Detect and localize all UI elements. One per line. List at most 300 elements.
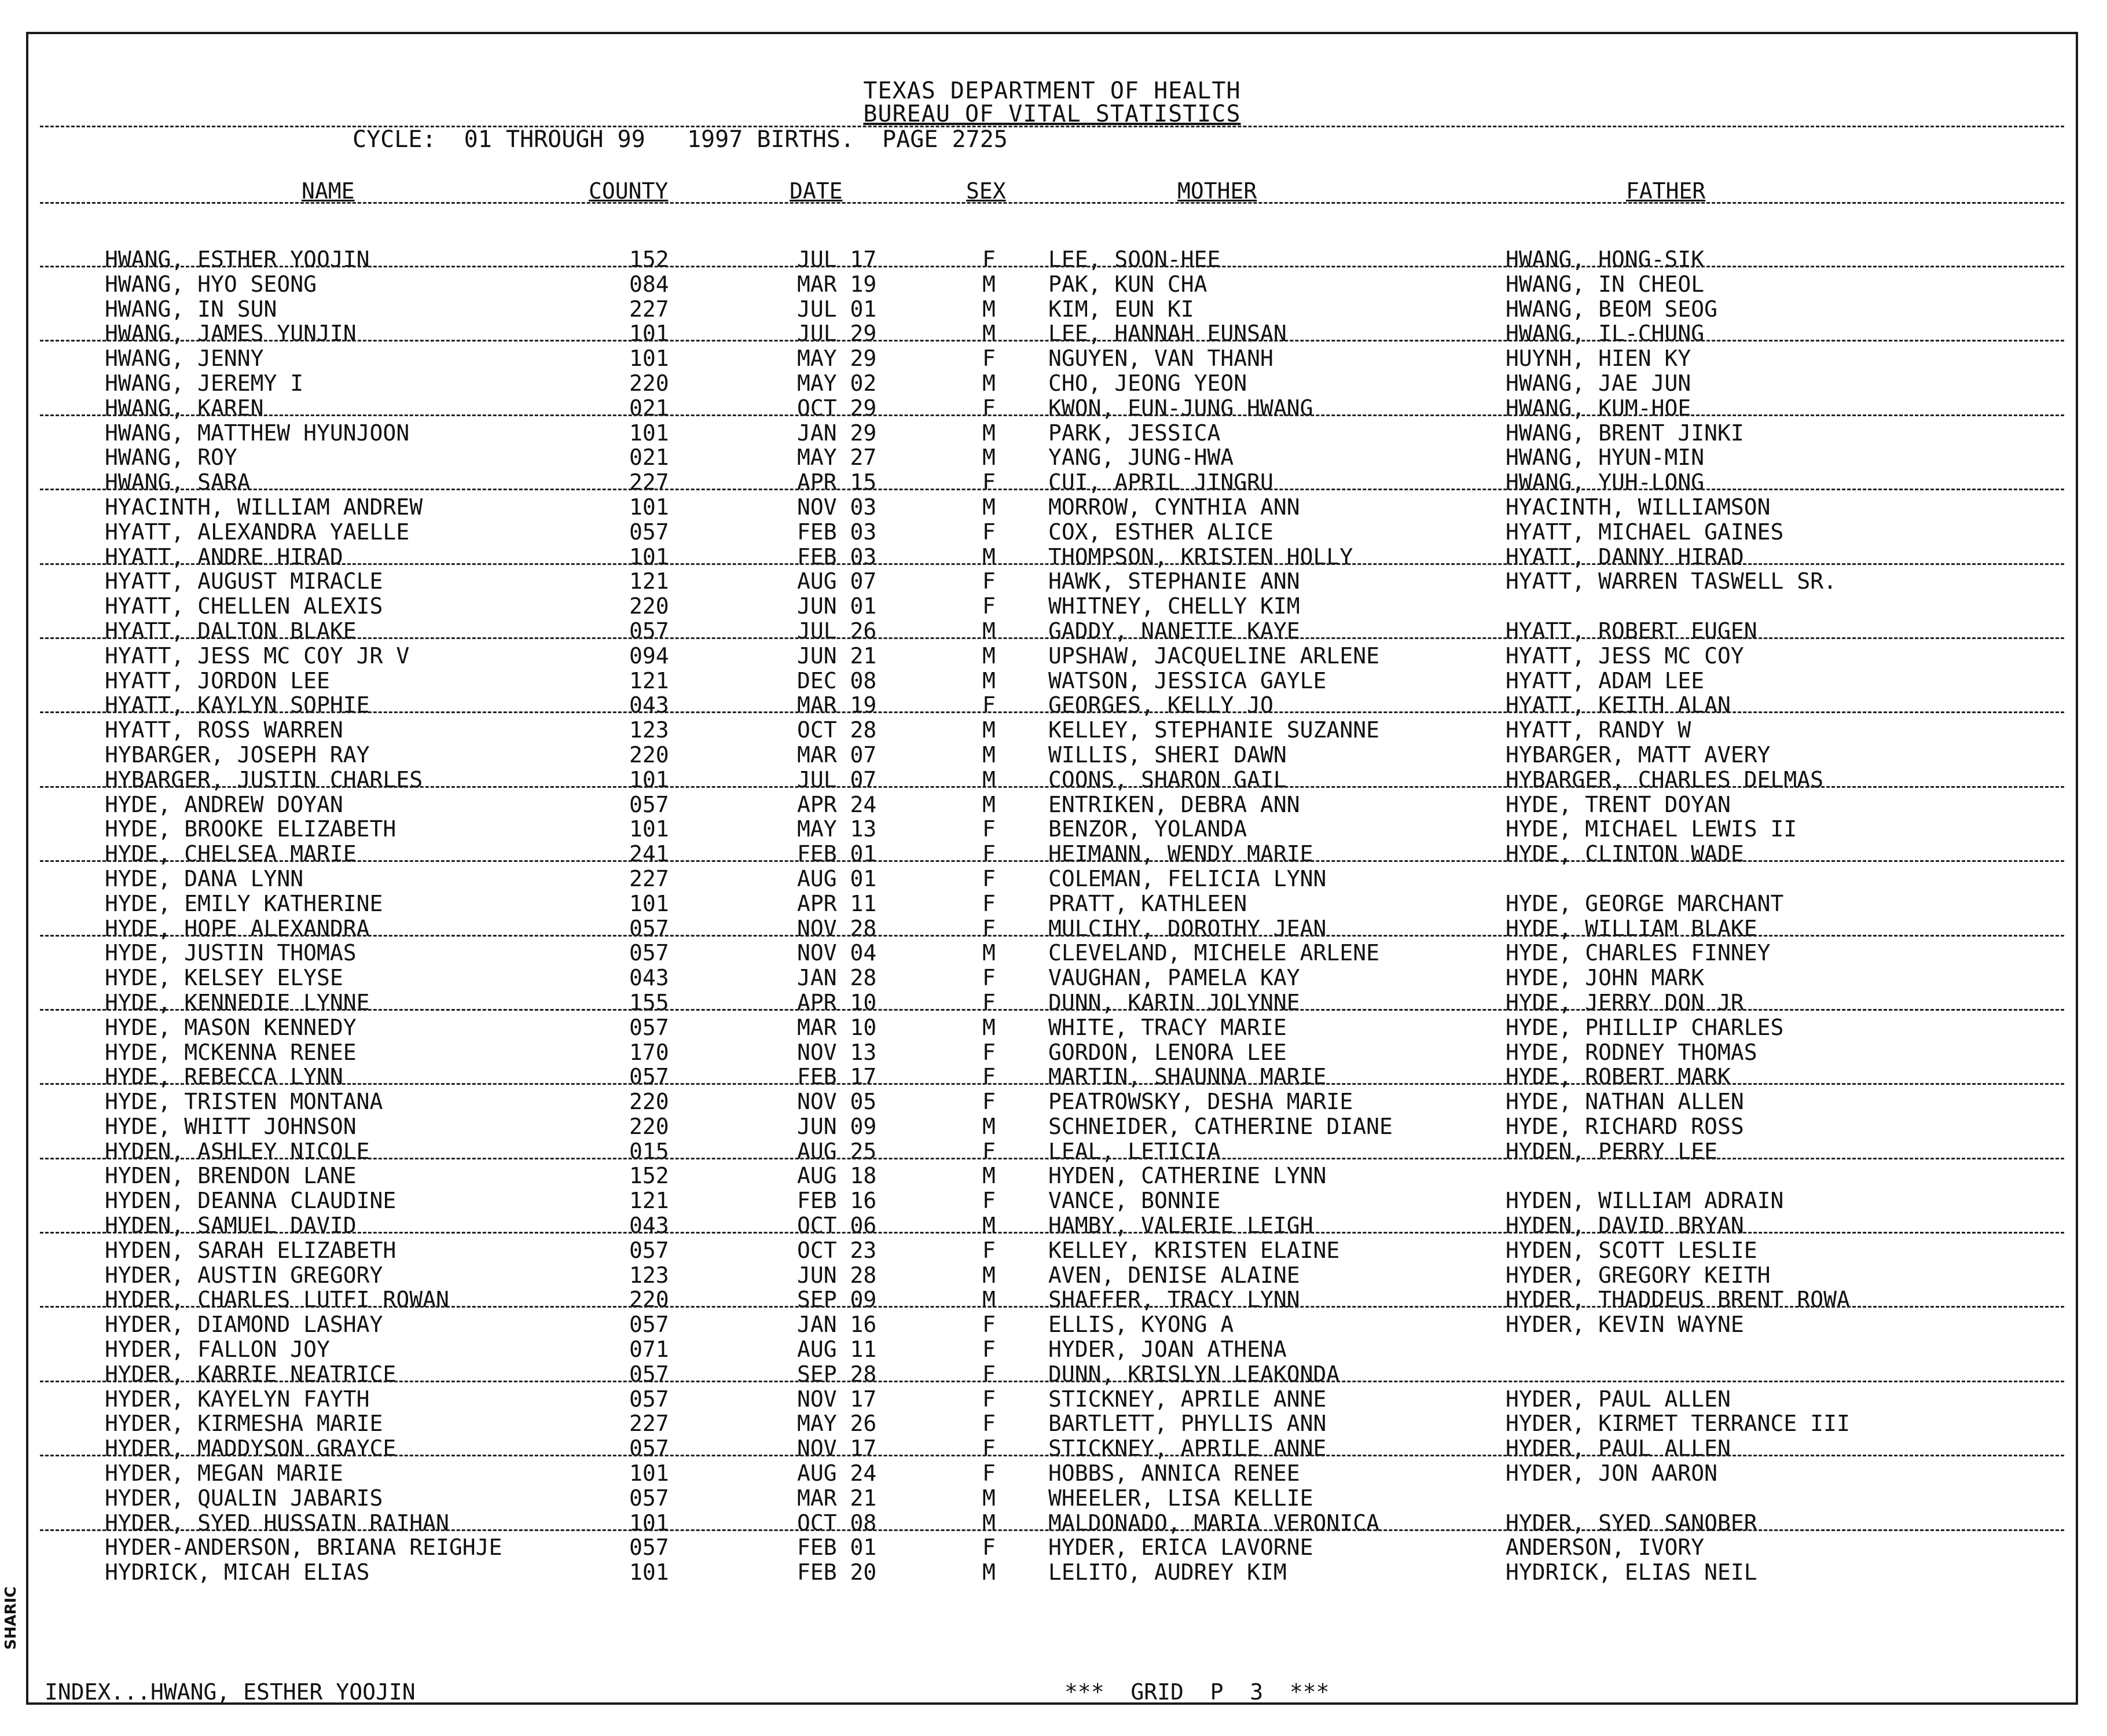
cell-sex: M bbox=[982, 1262, 996, 1288]
cell-mother: HAMBY, VALERIE LEIGH bbox=[1048, 1213, 1313, 1239]
cell-county: 227 bbox=[629, 296, 669, 322]
table-row bbox=[28, 1313, 2076, 1338]
table-row bbox=[28, 248, 2076, 273]
cell-mother: DUNN, KRISLYN LEAKONDA bbox=[1048, 1361, 1340, 1387]
cell-father: HYATT, RANDY W bbox=[1506, 717, 1691, 743]
cell-name: HYDE, EMILY KATHERINE bbox=[105, 890, 383, 916]
table-row bbox=[28, 1239, 2076, 1264]
cell-date: FEB 20 bbox=[797, 1559, 877, 1585]
cell-date: NOV 17 bbox=[797, 1386, 877, 1412]
cell-date: JAN 29 bbox=[797, 420, 877, 446]
cell-father: HYDE, RICHARD ROSS bbox=[1506, 1113, 1744, 1139]
cell-name: HYATT, ANDRE HIRAD bbox=[105, 544, 343, 570]
header-divider bbox=[40, 126, 2064, 127]
table-row bbox=[28, 1487, 2076, 1512]
cell-name: HYDER, KAYELYN FAYTH bbox=[105, 1386, 370, 1412]
cell-sex: F bbox=[982, 1089, 996, 1115]
cell-mother: GADDY, NANETTE KAYE bbox=[1048, 618, 1300, 644]
cell-sex: M bbox=[982, 791, 996, 817]
cell-father: HYDE, MICHAEL LEWIS II bbox=[1506, 816, 1797, 842]
table-row bbox=[28, 620, 2076, 645]
cell-date: JUN 01 bbox=[797, 593, 877, 619]
cell-county: 101 bbox=[629, 1510, 669, 1536]
cell-mother: COLEMAN, FELICIA LYNN bbox=[1048, 865, 1327, 891]
cell-mother: SCHNEIDER, CATHERINE DIANE bbox=[1048, 1113, 1393, 1139]
cell-county: 101 bbox=[629, 766, 669, 792]
records-list bbox=[28, 248, 2076, 1586]
table-row bbox=[28, 1140, 2076, 1165]
cell-sex: M bbox=[982, 494, 996, 520]
table-row bbox=[28, 1066, 2076, 1091]
cycle-line: CYCLE: 01 THROUGH 99 1997 BIRTHS. PAGE 2725 bbox=[353, 126, 1008, 153]
cell-date: JUL 01 bbox=[797, 296, 877, 322]
cell-mother: LELITO, AUDREY KIM bbox=[1048, 1559, 1287, 1585]
cell-father: HWANG, YUH-LONG bbox=[1506, 469, 1705, 496]
cell-sex: F bbox=[982, 1460, 996, 1487]
cell-name: HYATT, AUGUST MIRACLE bbox=[105, 568, 383, 594]
cell-name: HYDER, KARRIE NEATRICE bbox=[105, 1361, 397, 1387]
cell-father: HYDE, JOHN MARK bbox=[1506, 965, 1705, 991]
cell-mother: WHITNEY, CHELLY KIM bbox=[1048, 593, 1300, 619]
cell-mother: HYDER, ERICA LAVORNE bbox=[1048, 1535, 1313, 1561]
column-header-divider bbox=[40, 202, 2064, 204]
cell-date: NOV 17 bbox=[797, 1436, 877, 1462]
cell-name: HYDE, WHITT JOHNSON bbox=[105, 1113, 357, 1139]
cell-county: 101 bbox=[629, 1559, 669, 1585]
table-row bbox=[28, 546, 2076, 571]
cell-sex: F bbox=[982, 1386, 996, 1412]
cell-mother: AVEN, DENISE ALAINE bbox=[1048, 1262, 1300, 1288]
cell-mother: ENTRIKEN, DEBRA ANN bbox=[1048, 791, 1300, 817]
table-row bbox=[28, 744, 2076, 769]
column-header-father: FATHER bbox=[1626, 178, 1706, 204]
cell-mother: COX, ESTHER ALICE bbox=[1048, 519, 1273, 545]
cell-date: APR 24 bbox=[797, 791, 877, 817]
cell-father: HYDER, PAUL ALLEN bbox=[1506, 1436, 1731, 1462]
cell-county: 220 bbox=[629, 1287, 669, 1313]
cell-mother: GORDON, LENORA LEE bbox=[1048, 1039, 1287, 1065]
cell-mother: WHITE, TRACY MARIE bbox=[1048, 1014, 1287, 1040]
cell-sex: F bbox=[982, 469, 996, 496]
cell-date: JUL 17 bbox=[797, 247, 877, 272]
cell-date: MAY 02 bbox=[797, 370, 877, 396]
cell-sex: F bbox=[982, 965, 996, 991]
cell-county: 121 bbox=[629, 1188, 669, 1214]
cell-mother: MALDONADO, MARIA VERONICA bbox=[1048, 1510, 1379, 1536]
cell-mother: ELLIS, KYONG A bbox=[1048, 1312, 1234, 1338]
cell-date: MAR 10 bbox=[797, 1014, 877, 1040]
cell-father: HYDER, GREGORY KEITH bbox=[1506, 1262, 1771, 1288]
cell-name: HYDER, MEGAN MARIE bbox=[105, 1460, 343, 1487]
cell-name: HYDER, AUSTIN GREGORY bbox=[105, 1262, 383, 1288]
cell-sex: M bbox=[982, 1559, 996, 1585]
cell-sex: F bbox=[982, 865, 996, 891]
cell-date: JUL 07 bbox=[797, 766, 877, 792]
cell-mother: BARTLETT, PHYLLIS ANN bbox=[1048, 1411, 1327, 1437]
cell-county: 123 bbox=[629, 717, 669, 743]
cell-sex: M bbox=[982, 544, 996, 570]
cell-county: 227 bbox=[629, 469, 669, 496]
cell-mother: STICKNEY, APRILE ANNE bbox=[1048, 1386, 1327, 1412]
table-row bbox=[28, 667, 2076, 695]
cell-date: NOV 13 bbox=[797, 1039, 877, 1065]
cell-mother: PARK, JESSICA bbox=[1048, 420, 1221, 446]
cell-name: HWANG, JAMES YUNJIN bbox=[105, 321, 357, 347]
cell-mother: WATSON, JESSICA GAYLE bbox=[1048, 667, 1327, 693]
cell-date: MAY 13 bbox=[797, 816, 877, 842]
cell-date: AUG 07 bbox=[797, 568, 877, 594]
cell-sex: F bbox=[982, 841, 996, 867]
cell-father: HYDE, JERRY DON JR bbox=[1506, 989, 1744, 1015]
cell-father: HYDE, GEORGE MARCHANT bbox=[1506, 890, 1784, 916]
cell-sex: M bbox=[982, 667, 996, 693]
cell-father: HYATT, WARREN TASWELL SR. bbox=[1506, 568, 1837, 594]
cell-father: HUYNH, HIEN KY bbox=[1506, 346, 1691, 372]
cell-county: 152 bbox=[629, 247, 669, 272]
cell-date: FEB 01 bbox=[797, 841, 877, 867]
cell-county: 101 bbox=[629, 1460, 669, 1487]
cell-sex: F bbox=[982, 816, 996, 842]
cell-sex: F bbox=[982, 1361, 996, 1387]
table-row bbox=[28, 791, 2076, 819]
cell-date: OCT 06 bbox=[797, 1213, 877, 1239]
column-header-sex: SEX bbox=[966, 178, 1006, 204]
cell-name: HYDEN, ASHLEY NICOLE bbox=[105, 1138, 370, 1164]
cell-father: HWANG, BEOM SEOG bbox=[1506, 296, 1718, 322]
cell-county: 101 bbox=[629, 420, 669, 446]
cell-father: HYATT, DANNY HIRAD bbox=[1506, 544, 1744, 570]
cell-father: HYDEN, SCOTT LESLIE bbox=[1506, 1237, 1757, 1263]
cell-mother: HYDEN, CATHERINE LYNN bbox=[1048, 1163, 1327, 1189]
cell-date: OCT 08 bbox=[797, 1510, 877, 1536]
cell-mother: LEAL, LETICIA bbox=[1048, 1138, 1221, 1164]
table-row bbox=[28, 595, 2076, 620]
cell-name: HYATT, CHELLEN ALEXIS bbox=[105, 593, 383, 619]
cell-sex: M bbox=[982, 742, 996, 768]
cell-sex: M bbox=[982, 370, 996, 396]
table-row bbox=[28, 967, 2076, 992]
table-row bbox=[28, 1412, 2076, 1437]
cell-mother: MULCIHY, DOROTHY JEAN bbox=[1048, 915, 1327, 941]
table-row bbox=[28, 496, 2076, 521]
cell-county: 043 bbox=[629, 692, 669, 718]
cell-county: 220 bbox=[629, 1089, 669, 1115]
index-footer: INDEX...HWANG, ESTHER YOOJIN bbox=[45, 1679, 416, 1705]
cell-date: OCT 23 bbox=[797, 1237, 877, 1263]
cell-name: HYDE, TRISTEN MONTANA bbox=[105, 1089, 383, 1115]
cell-mother: KELLEY, KRISTEN ELAINE bbox=[1048, 1237, 1340, 1263]
cell-sex: F bbox=[982, 568, 996, 594]
cell-date: NOV 04 bbox=[797, 940, 877, 966]
table-row bbox=[28, 890, 2076, 917]
column-header-county: COUNTY bbox=[589, 178, 669, 204]
cell-sex: F bbox=[982, 1188, 996, 1214]
cell-name: HYDEN, BRENDON LANE bbox=[105, 1163, 357, 1189]
cell-mother: CHO, JEONG YEON bbox=[1048, 370, 1247, 396]
cell-sex: F bbox=[982, 346, 996, 372]
cell-father: HWANG, IN CHEOL bbox=[1506, 271, 1705, 297]
cell-date: JUN 21 bbox=[797, 643, 877, 669]
cell-name: HYDER, QUALIN JABARIS bbox=[105, 1485, 383, 1511]
cell-county: 101 bbox=[629, 816, 669, 842]
cell-date: FEB 17 bbox=[797, 1064, 877, 1090]
cell-county: 015 bbox=[629, 1138, 669, 1164]
cell-name: HWANG, KAREN bbox=[105, 395, 264, 421]
cell-date: MAY 26 bbox=[797, 1411, 877, 1437]
table-row bbox=[28, 766, 2076, 794]
cell-father: HYDER, KIRMET TERRANCE III bbox=[1506, 1411, 1850, 1437]
cell-date: NOV 03 bbox=[797, 494, 877, 520]
cell-name: HYATT, KAYLYN SOPHIE bbox=[105, 692, 370, 718]
cell-father: HYDRICK, ELIAS NEIL bbox=[1506, 1559, 1757, 1585]
cell-mother: HEIMANN, WENDY MARIE bbox=[1048, 841, 1313, 867]
table-row bbox=[28, 1512, 2076, 1537]
cell-sex: F bbox=[982, 1138, 996, 1164]
cell-sex: F bbox=[982, 1535, 996, 1561]
cell-mother: YANG, JUNG-HWA bbox=[1048, 445, 1234, 471]
table-row bbox=[28, 645, 2076, 670]
table-row bbox=[28, 1016, 2076, 1041]
cell-sex: M bbox=[982, 717, 996, 743]
table-row bbox=[28, 298, 2076, 323]
cell-sex: M bbox=[982, 1287, 996, 1313]
table-row bbox=[28, 1115, 2076, 1140]
cell-father: ANDERSON, IVORY bbox=[1506, 1535, 1705, 1561]
cell-county: 101 bbox=[629, 346, 669, 372]
cell-mother: STICKNEY, APRILE ANNE bbox=[1048, 1436, 1327, 1462]
cell-name: HYATT, ALEXANDRA YAELLE bbox=[105, 519, 410, 545]
cell-date: MAR 07 bbox=[797, 742, 877, 768]
cell-father: HYDE, WILLIAM BLAKE bbox=[1506, 915, 1757, 941]
cell-county: 057 bbox=[629, 1237, 669, 1263]
cell-county: 220 bbox=[629, 370, 669, 396]
table-row bbox=[28, 1462, 2076, 1487]
cell-name: HYDER-ANDERSON, BRIANA REIGHJE bbox=[105, 1535, 502, 1561]
cell-father: HYDE, PHILLIP CHARLES bbox=[1506, 1014, 1784, 1040]
department-title: TEXAS DEPARTMENT OF HEALTH bbox=[863, 78, 1241, 104]
cell-county: 057 bbox=[629, 1312, 669, 1338]
cell-sex: F bbox=[982, 519, 996, 545]
cell-mother: KELLEY, STEPHANIE SUZANNE bbox=[1048, 717, 1379, 743]
table-row bbox=[28, 1041, 2076, 1066]
cell-name: HWANG, HYO SEONG bbox=[105, 271, 317, 297]
cell-sex: F bbox=[982, 692, 996, 718]
table-row bbox=[28, 1190, 2076, 1214]
cell-sex: F bbox=[982, 890, 996, 916]
grid-footer: *** GRID P 3 *** bbox=[1064, 1679, 1330, 1705]
table-row bbox=[28, 1561, 2076, 1586]
cell-date: APR 15 bbox=[797, 469, 877, 496]
cell-date: JAN 16 bbox=[797, 1312, 877, 1338]
cell-father: HYATT, ROBERT EUGEN bbox=[1506, 618, 1757, 644]
cell-mother: LEE, SOON-HEE bbox=[1048, 247, 1221, 272]
cell-sex: F bbox=[982, 395, 996, 421]
cell-sex: M bbox=[982, 296, 996, 322]
cell-father: HWANG, HYUN-MIN bbox=[1506, 445, 1705, 471]
cell-name: HYDER, DIAMOND LASHAY bbox=[105, 1312, 383, 1338]
cell-sex: M bbox=[982, 321, 996, 347]
cell-sex: M bbox=[982, 940, 996, 966]
cell-date: FEB 03 bbox=[797, 519, 877, 545]
cell-name: HYATT, DALTON BLAKE bbox=[105, 618, 357, 644]
cell-father: HYDEN, DAVID BRYAN bbox=[1506, 1213, 1744, 1239]
bureau-subtitle: BUREAU OF VITAL STATISTICS bbox=[863, 101, 1241, 127]
cell-county: 057 bbox=[629, 1535, 669, 1561]
column-header-name: NAME bbox=[302, 178, 355, 204]
cell-father: HWANG, IL-CHUNG bbox=[1506, 321, 1705, 347]
cell-mother: UPSHAW, JACQUELINE ARLENE bbox=[1048, 643, 1379, 669]
cell-mother: LEE, HANNAH EUNSAN bbox=[1048, 321, 1287, 347]
table-row bbox=[28, 521, 2076, 546]
cell-sex: F bbox=[982, 1337, 996, 1363]
cell-sex: F bbox=[982, 1237, 996, 1263]
cell-county: 057 bbox=[629, 1361, 669, 1387]
cell-county: 170 bbox=[629, 1039, 669, 1065]
cell-father: HYATT, MICHAEL GAINES bbox=[1506, 519, 1784, 545]
cell-county: 094 bbox=[629, 643, 669, 669]
cell-date: JAN 28 bbox=[797, 965, 877, 991]
table-row bbox=[28, 1289, 2076, 1313]
cell-name: HYBARGER, JOSEPH RAY bbox=[105, 742, 370, 768]
cell-county: 071 bbox=[629, 1337, 669, 1363]
cell-mother: WHEELER, LISA KELLIE bbox=[1048, 1485, 1313, 1511]
cell-date: JUL 26 bbox=[797, 618, 877, 644]
cell-father: HWANG, JAE JUN bbox=[1506, 370, 1691, 396]
cell-name: HYDE, REBECCA LYNN bbox=[105, 1064, 343, 1090]
table-row bbox=[28, 1437, 2076, 1462]
cell-sex: F bbox=[982, 915, 996, 941]
cell-sex: M bbox=[982, 445, 996, 471]
table-row bbox=[28, 570, 2076, 595]
cell-name: HYDE, BROOKE ELIZABETH bbox=[105, 816, 397, 842]
cell-date: AUG 01 bbox=[797, 865, 877, 891]
cell-county: 220 bbox=[629, 593, 669, 619]
table-row bbox=[28, 347, 2076, 372]
cell-name: HWANG, JEREMY I bbox=[105, 370, 304, 396]
table-row bbox=[28, 397, 2076, 422]
side-label: SHARIC bbox=[2, 1586, 20, 1650]
cell-county: 123 bbox=[629, 1262, 669, 1288]
cell-date: AUG 25 bbox=[797, 1138, 877, 1164]
cell-county: 057 bbox=[629, 1436, 669, 1462]
cell-name: HYATT, ROSS WARREN bbox=[105, 717, 343, 743]
cell-mother: NGUYEN, VAN THANH bbox=[1048, 346, 1273, 372]
cell-sex: F bbox=[982, 593, 996, 619]
cell-father: HYBARGER, MATT AVERY bbox=[1506, 742, 1771, 768]
cell-county: 021 bbox=[629, 395, 669, 421]
cell-county: 057 bbox=[629, 915, 669, 941]
cell-date: OCT 29 bbox=[797, 395, 877, 421]
cell-mother: PRATT, KATHLEEN bbox=[1048, 890, 1247, 916]
cell-county: 084 bbox=[629, 271, 669, 297]
cell-sex: F bbox=[982, 1064, 996, 1090]
table-row bbox=[28, 1091, 2076, 1115]
cell-sex: M bbox=[982, 271, 996, 297]
cell-county: 021 bbox=[629, 445, 669, 471]
cell-date: DEC 08 bbox=[797, 667, 877, 693]
cell-father: HWANG, BRENT JINKI bbox=[1506, 420, 1744, 446]
cell-sex: F bbox=[982, 1039, 996, 1065]
cell-mother: PEATROWSKY, DESHA MARIE bbox=[1048, 1089, 1353, 1115]
cell-mother: MORROW, CYNTHIA ANN bbox=[1048, 494, 1300, 520]
cell-date: AUG 11 bbox=[797, 1337, 877, 1363]
cell-mother: HOBBS, ANNICA RENEE bbox=[1048, 1460, 1300, 1487]
cell-name: HYDE, DANA LYNN bbox=[105, 865, 304, 891]
cell-county: 057 bbox=[629, 618, 669, 644]
cell-mother: PAK, KUN CHA bbox=[1048, 271, 1207, 297]
cell-mother: VAUGHAN, PAMELA KAY bbox=[1048, 965, 1300, 991]
cell-date: SEP 09 bbox=[797, 1287, 877, 1313]
cell-mother: KIM, EUN KI bbox=[1048, 296, 1194, 322]
table-row bbox=[28, 471, 2076, 496]
table-row bbox=[28, 1264, 2076, 1289]
cell-name: HYDER, KIRMESHA MARIE bbox=[105, 1411, 383, 1437]
column-header-mother: MOTHER bbox=[1177, 178, 1257, 204]
cell-name: HWANG, IN SUN bbox=[105, 296, 277, 322]
cell-county: 043 bbox=[629, 1213, 669, 1239]
cell-name: HYDER, MADDYSON GRAYCE bbox=[105, 1436, 397, 1462]
table-row bbox=[28, 422, 2076, 447]
cell-name: HWANG, JENNY bbox=[105, 346, 264, 372]
cell-county: 057 bbox=[629, 1485, 669, 1511]
cell-father: HYDEN, PERRY LEE bbox=[1506, 1138, 1718, 1164]
cell-sex: M bbox=[982, 618, 996, 644]
cell-name: HYDEN, SARAH ELIZABETH bbox=[105, 1237, 397, 1263]
cell-county: 121 bbox=[629, 667, 669, 693]
cell-date: NOV 28 bbox=[797, 915, 877, 941]
cell-mother: COONS, SHARON GAIL bbox=[1048, 766, 1287, 792]
cell-county: 121 bbox=[629, 568, 669, 594]
cell-father: HYDE, ROBERT MARK bbox=[1506, 1064, 1731, 1090]
cell-sex: F bbox=[982, 247, 996, 272]
column-header-date: DATE bbox=[790, 178, 843, 204]
table-row bbox=[28, 1388, 2076, 1413]
cell-father: HYATT, ADAM LEE bbox=[1506, 667, 1705, 693]
cell-father: HYATT, KEITH ALAN bbox=[1506, 692, 1731, 718]
table-row bbox=[28, 719, 2076, 744]
cell-sex: M bbox=[982, 1113, 996, 1139]
cell-county: 241 bbox=[629, 841, 669, 867]
cell-county: 057 bbox=[629, 1064, 669, 1090]
cell-county: 220 bbox=[629, 742, 669, 768]
cell-mother: HYDER, JOAN ATHENA bbox=[1048, 1337, 1287, 1363]
cell-father: HYACINTH, WILLIAMSON bbox=[1506, 494, 1771, 520]
cell-county: 155 bbox=[629, 989, 669, 1015]
cell-father: HYDE, NATHAN ALLEN bbox=[1506, 1089, 1744, 1115]
cell-father: HYDE, TRENT DOYAN bbox=[1506, 791, 1731, 817]
cell-county: 101 bbox=[629, 321, 669, 347]
cell-mother: THOMPSON, KRISTEN HOLLY bbox=[1048, 544, 1353, 570]
cell-father: HYDER, PAUL ALLEN bbox=[1506, 1386, 1731, 1412]
cell-father: HYDER, KEVIN WAYNE bbox=[1506, 1312, 1744, 1338]
cell-name: HYDE, ANDREW DOYAN bbox=[105, 791, 343, 817]
cell-date: MAR 19 bbox=[797, 692, 877, 718]
cell-father: HWANG, KUM-HOE bbox=[1506, 395, 1691, 421]
cell-mother: BENZOR, YOLANDA bbox=[1048, 816, 1247, 842]
table-row bbox=[28, 322, 2076, 347]
cell-sex: M bbox=[982, 1510, 996, 1536]
cell-county: 152 bbox=[629, 1163, 669, 1189]
cell-sex: F bbox=[982, 1436, 996, 1462]
cell-sex: M bbox=[982, 766, 996, 792]
cell-name: HYDE, KENNEDIE LYNNE bbox=[105, 989, 370, 1015]
cell-date: APR 10 bbox=[797, 989, 877, 1015]
cell-date: JUN 09 bbox=[797, 1113, 877, 1139]
cell-name: HYDER, FALLON JOY bbox=[105, 1337, 330, 1363]
cell-county: 057 bbox=[629, 519, 669, 545]
table-row bbox=[28, 372, 2076, 397]
cell-mother: WILLIS, SHERI DAWN bbox=[1048, 742, 1287, 768]
